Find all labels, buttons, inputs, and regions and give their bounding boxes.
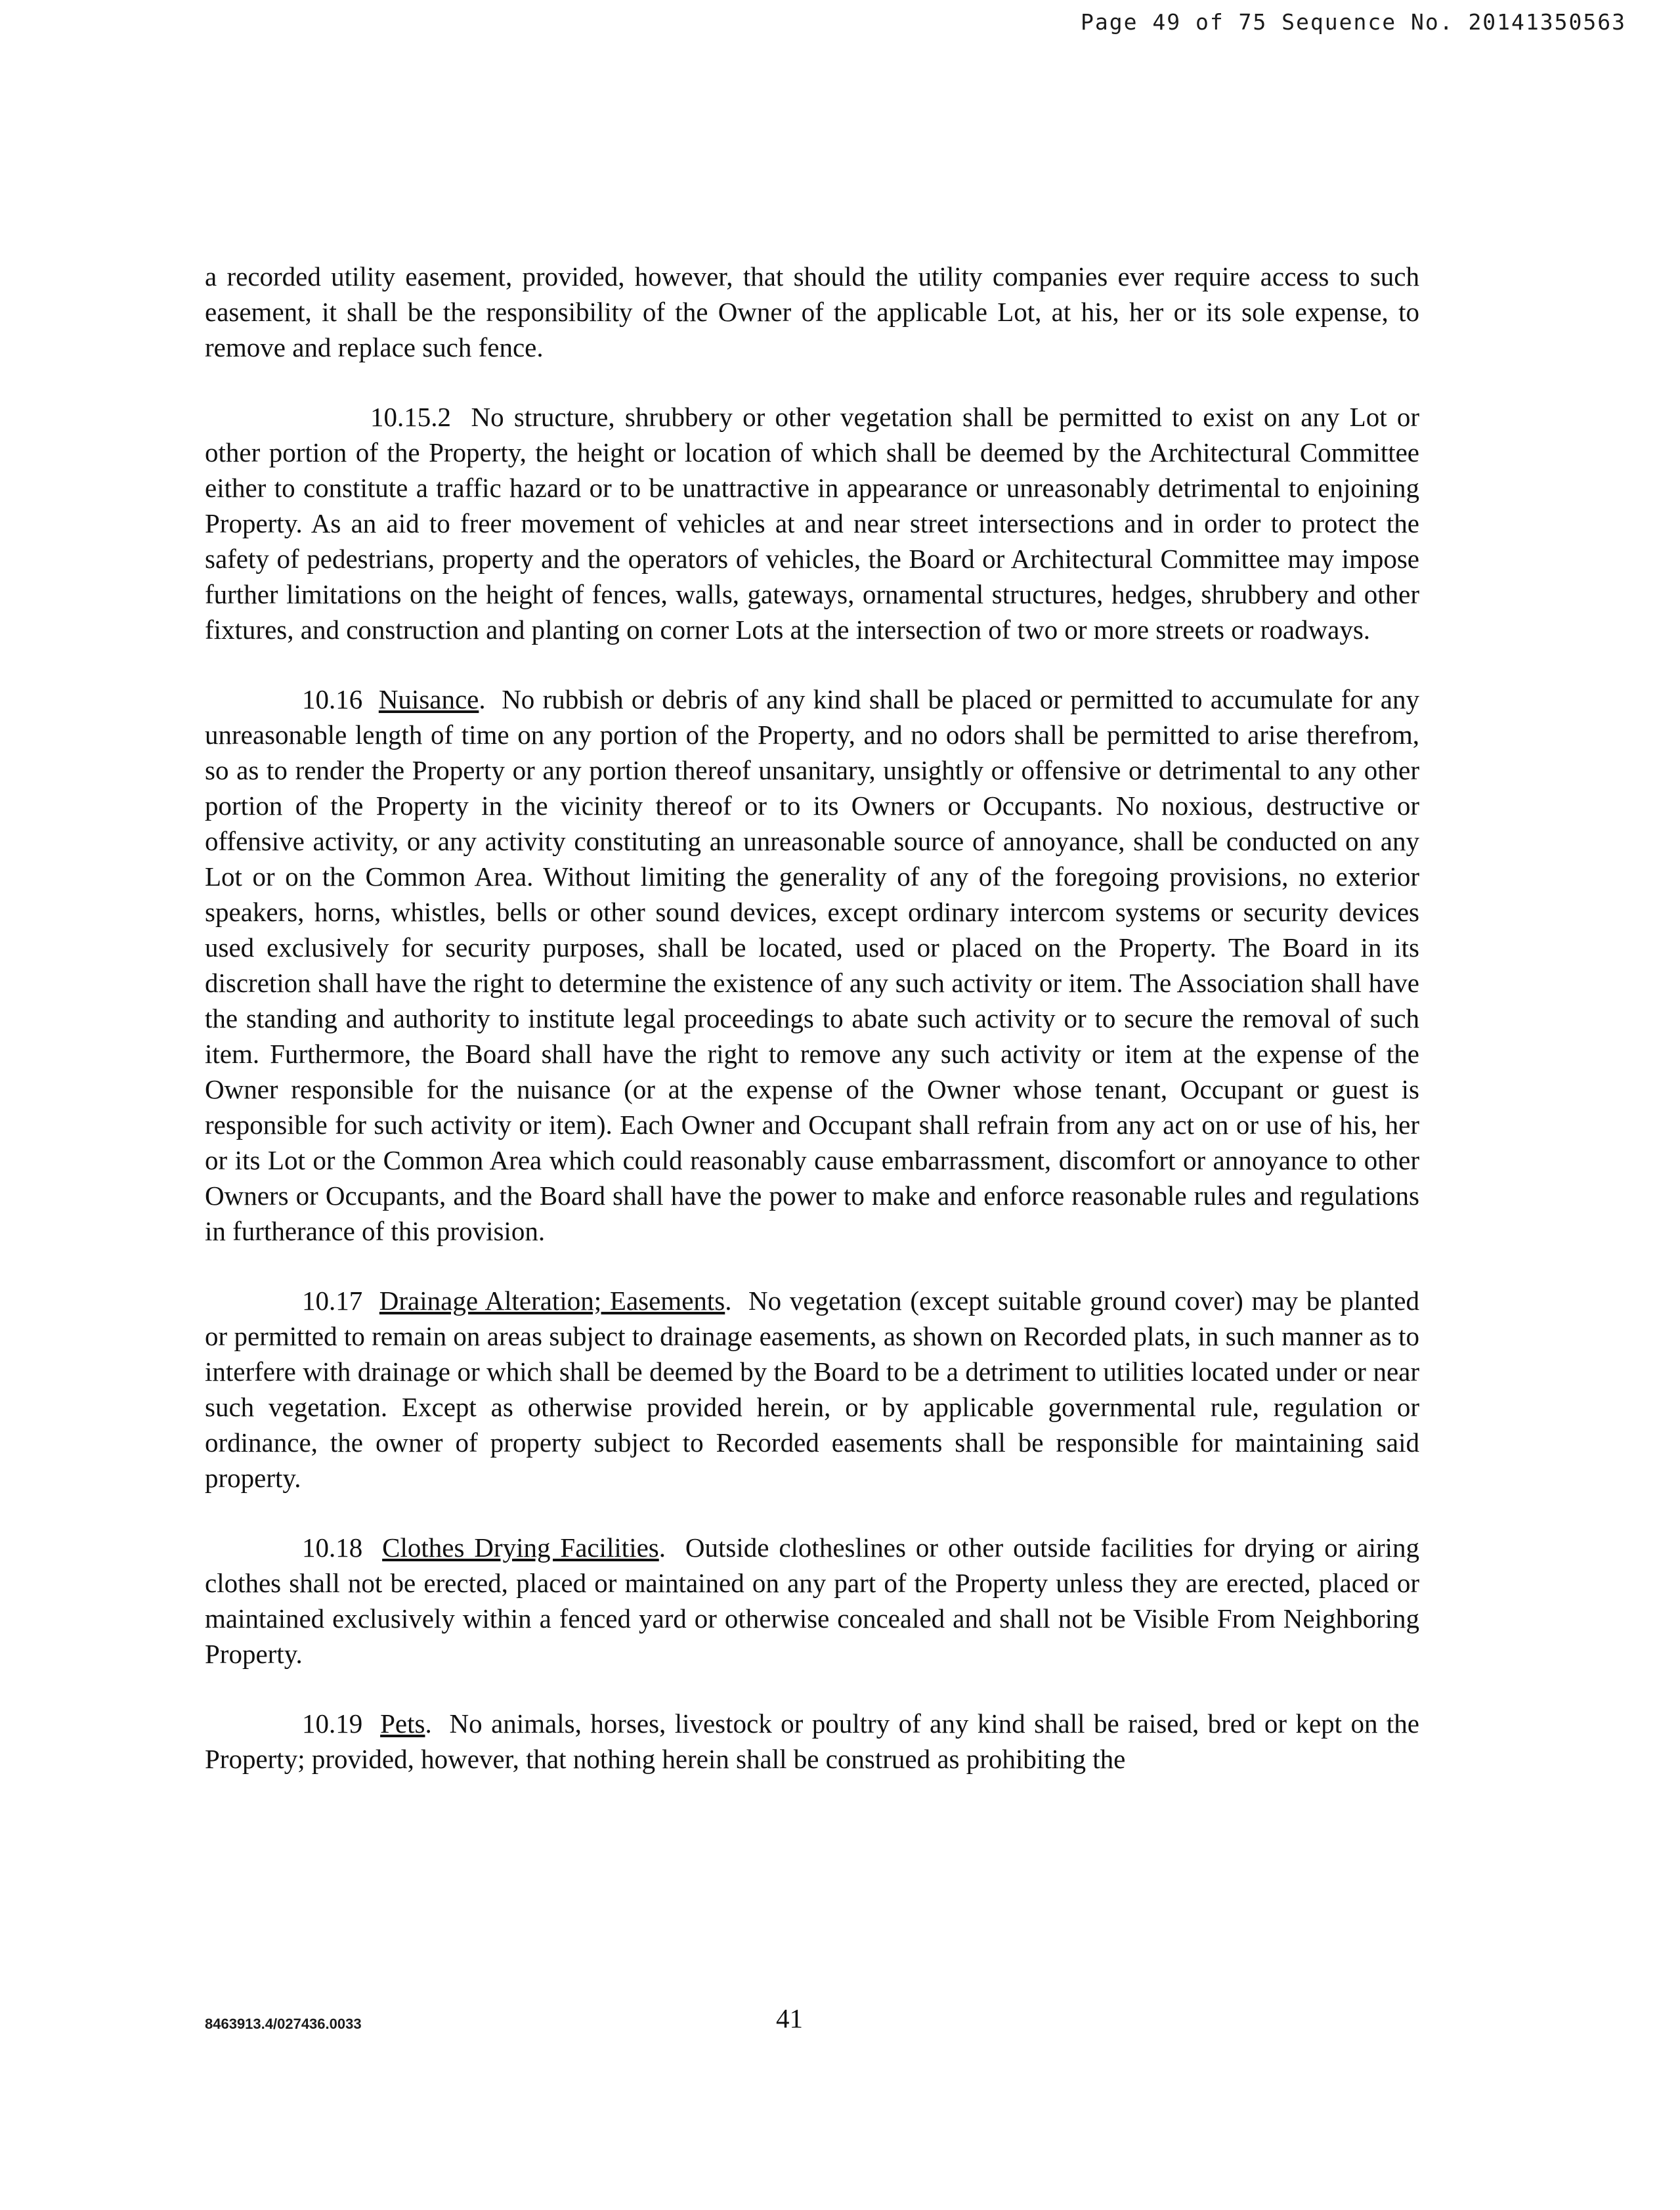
paragraph-text: No structure, shrubbery or other vegetation shall be permitted to exist on any Lot or other portion of the Property, the height or location of which shall be deemed by the Architectural Committee either to constitute a traffic hazard or to be unattractive in appearance or unreasonably detrimental to enjoining Property. As an aid to freer movement of vehicles at and near street intersections and in order to protect the safety of pedestrians, property and the operators of vehicles, the Board or Architectural Committee may impose further limitations on the height of fences, walls, gateways, ornamental structures, hedges, shrubbery and other fixtures, and construction and planting on corner Lots at the intersection of two or more streets or roadways. bbox=[205, 402, 1420, 645]
section-number: 10.18 bbox=[302, 1532, 363, 1563]
paragraph-10-19-pets: 10.19 Pets. No animals, horses, livestock or poultry of any kind shall be raised, bred or kept on the Property; provided, however, that nothing herein shall be construed as prohibiting the bbox=[205, 1708, 1419, 1774]
paragraph-text: Outside clotheslines or other outside facilities for drying or airing clothes shall not be erected, placed or maintained on any part of the Property unless they are erected, placed or maintained exclusively within a fenced yard or otherwise concealed and shall not be Visible From Neighboring Property. bbox=[205, 1532, 1419, 1669]
page-sequence-stamp: Page 49 of 75 Sequence No. 20141350563 bbox=[1081, 9, 1626, 35]
paragraph-10-16-nuisance: 10.16 Nuisance. No rubbish or debris of any kind shall be placed or permitted to accumulate for any unreasonable length of time on any portion of the Property, and no odors shall be permitted to arise therefrom, so as to render the Property or any portion thereof unsanitary, unsightly or offensive or detrimental to any other portion of the Property in the vicinity thereof or to its Owners or Occupants. No noxious, destructive or offensive activity, or any activity constituting an unreasonable source of annoyance, shall be conducted on any Lot or on the Common Area. Without limiting the generality of any of the foregoing provisions, no exterior speakers, horns, whistles, bells or other sound devices, except ordinary intercom systems or security devices used exclusively for security purposes, shall be located, used or placed on the Property. The Board in its discretion shall have the right to determine the existence of any such activity or item. The Association shall have the standing and authority to institute legal proceedings to abate such activity or to secure the removal of such item. Furthermore, the Board shall have the right to remove any such activity or item at the expense of the Owner responsible for the nuisance (or at the expense of the Owner whose tenant, Occupant or guest is responsible for such activity or item). Each Owner and Occupant shall refrain from any act on or use of his, her or its Lot or the Common Area which could reasonably cause embarrassment, discomfort or annoyance to other Owners or Occupants, and the Board shall have the power to make and enforce reasonable rules and regulations in furtherance of this provision. bbox=[205, 684, 1420, 1246]
page-number: 41 bbox=[776, 2003, 803, 2033]
section-number: 10.19 bbox=[302, 1708, 363, 1739]
paragraph-text: No rubbish or debris of any kind shall be placed or permitted to accumulate for any unreasonable length of time on any portion of the Property, and no odors shall be permitted to arise therefrom, so as to render the Property or any portion thereof unsanitary, unsightly or offensive or detrimental to any other portion of the Property in the vicinity thereof or to its Owners or Occupants. No noxious, destructive or offensive activity, or any activity constituting an unreasonable source of annoyance, shall be conducted on any Lot or on the Common Area. Without limiting the generality of any of the foregoing provisions, no exterior speakers, horns, whistles, bells or other sound devices, except ordinary intercom systems or security devices used exclusively for security purposes, shall be located, used or placed on the Property. The Board in its discretion shall have the right to determine the existence of any such activity or item. The Association shall have the standing and authority to institute legal proceedings to abate such activity or to secure the removal of such item. Furthermore, the Board shall have the right to remove any such activity or item at the expense of the Owner responsible for the nuisance (or at the expense of the Owner whose tenant, Occupant or guest is responsible for such activity or item). Each Owner and Occupant shall refrain from any act on or use of his, her or its Lot or the Common Area which could reasonably cause embarrassment, discomfort or annoyance to other Owners or Occupants, and the Board shall have the power to make and enforce reasonable rules and regulations in furtherance of this provision. bbox=[205, 684, 1420, 1246]
section-number: 10.15.2 bbox=[370, 402, 451, 432]
section-title: Drainage Alteration; Easements bbox=[379, 1286, 725, 1316]
paragraph-10-15-2 bbox=[205, 399, 1419, 647]
section-title: Clothes Drying Facilities bbox=[382, 1532, 659, 1563]
paragraph-10-17-drainage: 10.17 Drainage Alteration; Easements. No vegetation (except suitable ground cover) may be planted or permitted to remain on areas subject to drainage easements, as shown on Recorded plats, in such manner as to interfere with drainage or which shall be deemed by the Board to be a detriment to utilities located under or near such vegetation. Except as otherwise provided herein, or by applicable governmental rule, regulation or ordinance, the owner of property subject to Recorded easements shall be responsible for maintaining said property. bbox=[205, 1286, 1420, 1493]
section-title: Nuisance bbox=[378, 684, 479, 714]
document-id: 8463913.4/027436.0033 bbox=[205, 2016, 362, 2032]
section-number: 10.17 bbox=[302, 1286, 363, 1316]
paragraph-text: a recorded utility easement, provided, however, that should the utility companies ever require access to such easement, it shall be the responsibility of the Owner of the applicable Lot, at his, her or its sole expense, to remove and replace such fence. bbox=[205, 261, 1419, 362]
document-body bbox=[205, 259, 1419, 1811]
paragraph-text: No vegetation (except suitable ground cover) may be planted or permitted to remain on areas subject to drainage easements, as shown on Recorded plats, in such manner as to interfere with drainage or which shall be deemed by the Board to be a detriment to utilities located under or near such vegetation. Except as otherwise provided herein, or by applicable governmental rule, regulation or ordinance, the owner of property subject to Recorded easements shall be responsible for maintaining said property. bbox=[205, 1286, 1420, 1493]
paragraph-10-18-clothes-drying: 10.18 Clothes Drying Facilities. Outside clotheslines or other outside facilities for drying or airing clothes shall not be erected, placed or maintained on any part of the Property unless they are erected, placed or maintained exclusively within a fenced yard or otherwise concealed and shall not be Visible From Neighboring Property. bbox=[205, 1532, 1419, 1669]
section-number: 10.16 bbox=[302, 684, 363, 714]
section-title: Pets bbox=[380, 1708, 425, 1739]
paragraph-fence-easement bbox=[205, 259, 1419, 365]
paragraph-text: No animals, horses, livestock or poultry of any kind shall be raised, bred or kept on the Property; provided, however, that nothing herein shall be construed as prohibiting the bbox=[205, 1708, 1419, 1774]
